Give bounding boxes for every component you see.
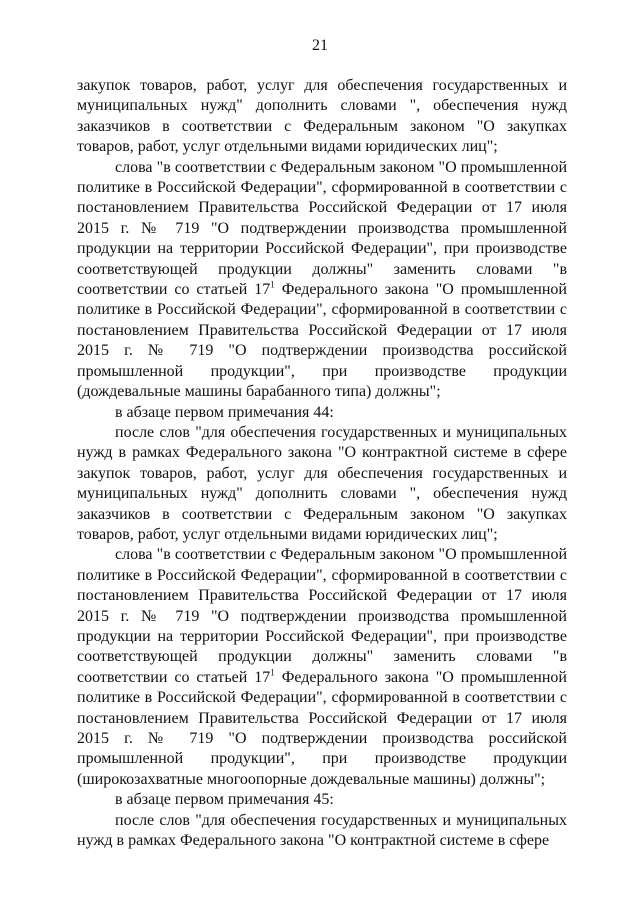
paragraph-text: Федерального закона "О промышленной политике в Российской Федерации", сформированной в соответствии с постановлением Правительства Российской Федерации от 17 июля 2015 г. № 719 "О подтверждении производства российской промышленной продукции", при производстве продукции (дождевальные машины барабанного типа) должны";: [77, 281, 567, 401]
paragraph-addition-clause: [77, 811, 567, 852]
paragraph-replacement-clause: [77, 158, 567, 403]
paragraph-text: после слов "для обеспечения государственных и муниципальных нужд в рамках Федерального закона "О контрактной системе в сфере закупок товаров, работ, услуг для обеспечения государственных и муниципальных нужд" дополнить словами ", обеспечения нужд заказчиков в соответствии с Федеральным законом "О закупках товаров, работ, услуг отдельными видами юридических лиц";: [77, 423, 567, 543]
paragraph-text: слова "в соответствии с Федеральным законом "О промышленной политике в Российской Федерации", сформированной в соответствии с постановлением Правительства Российской Федерации от 17 июля 2015 г. № 719 "О подтверждении производства промышленной продукции на территории Российской Федерации", при производстве соответствующей продукции должны" заменить словами "в соответствии со статьей 17: [77, 546, 567, 686]
paragraph-replacement-clause: [77, 545, 567, 790]
page-number: 21: [312, 37, 328, 54]
paragraph-text: в абзаце первом примечания 44:: [115, 403, 334, 421]
paragraph-text: после слов "для обеспечения государственных и муниципальных нужд в рамках Федерального закона "О контрактной системе в сфере: [77, 811, 567, 850]
paragraph-text: в абзаце первом примечания 45:: [115, 791, 334, 809]
paragraph-text: Федерального закона "О промышленной политике в Российской Федерации", сформированной в соответствии с постановлением Правительства Российской Федерации от 17 июля 2015 г. № 719 "О подтверждении производства российской промышленной продукции", при производстве продукции (широкозахватные многоопорные дождевальные машины) должны";: [77, 668, 567, 788]
paragraph-note-heading: [77, 790, 567, 810]
superscript-marker: 1: [270, 279, 275, 290]
paragraph-continuation: [77, 76, 567, 158]
paragraph-text: закупок товаров, работ, услуг для обеспечения государственных и муниципальных нужд" дополнить словами ", обеспечения нужд заказчиков в соответствии с Федеральным законом "О закупках товаров, работ, услуг отдельными видами юридических лиц";: [77, 77, 567, 156]
paragraph-text: слова "в соответствии с Федеральным законом "О промышленной политике в Российской Федерации", сформированной в соответствии с постановлением Правительства Российской Федерации от 17 июля 2015 г. № 719 "О подтверждении производства промышленной продукции на территории Российской Федерации", при производстве соответствующей продукции должны" заменить словами "в соответствии со статьей 17: [77, 158, 567, 299]
superscript-marker: 1: [270, 667, 275, 678]
paragraph-note-heading: [77, 403, 567, 423]
paragraph-addition-clause: [77, 423, 567, 545]
document-body: [77, 76, 567, 851]
